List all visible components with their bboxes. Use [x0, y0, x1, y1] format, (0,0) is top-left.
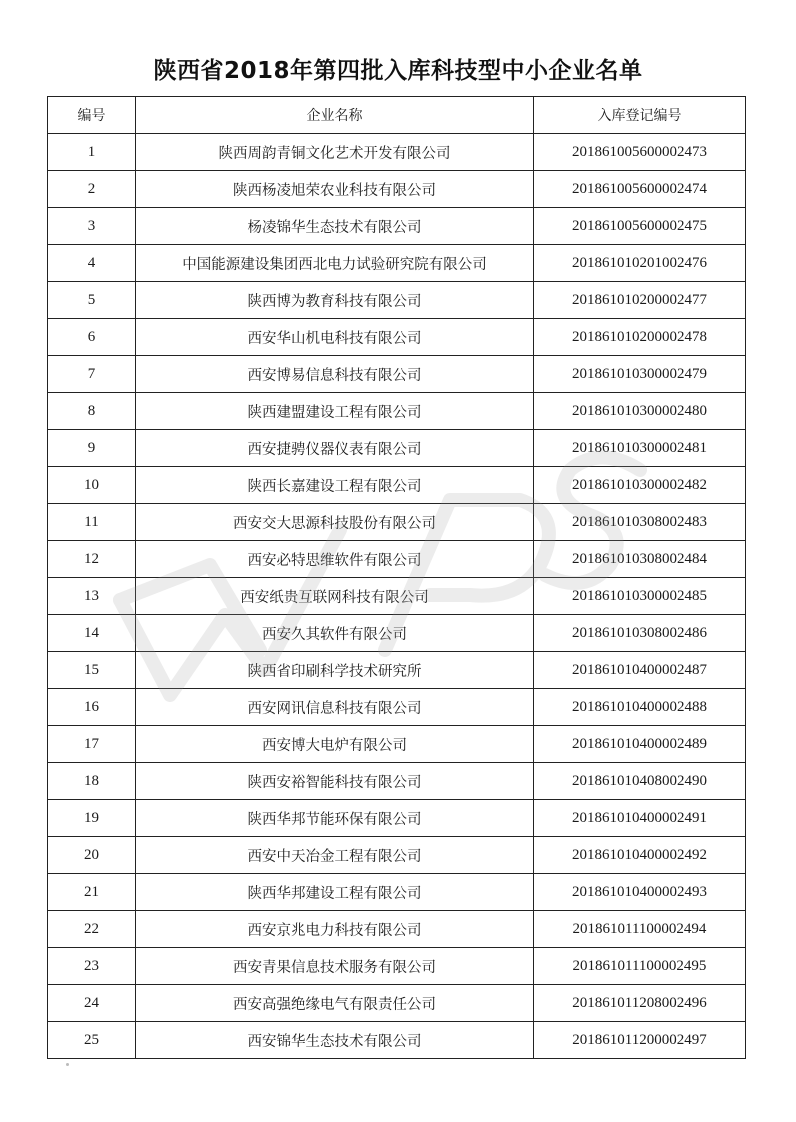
table-header-row [48, 97, 746, 134]
row-number: 6 [48, 319, 136, 356]
row-number: 19 [48, 800, 136, 837]
enterprise-name: 陕西华邦建设工程有限公司 [136, 874, 534, 911]
table-row [48, 763, 746, 800]
registration-code: 201861010308002483 [534, 504, 746, 541]
registration-code: 201861010408002490 [534, 763, 746, 800]
header-registration-code: 入库登记编号 [534, 97, 746, 134]
page-title: 陕西省2018年第四批入库科技型中小企业名单 [153, 58, 643, 84]
registration-code: 201861005600002474 [534, 171, 746, 208]
table-row [48, 800, 746, 837]
registration-code: 201861010400002489 [534, 726, 746, 763]
scan-dot [66, 1063, 69, 1066]
enterprise-name: 西安华山机电科技有限公司 [136, 319, 534, 356]
row-number: 16 [48, 689, 136, 726]
registration-code: 201861005600002473 [534, 134, 746, 171]
header-enterprise-name: 企业名称 [136, 97, 534, 134]
enterprise-name: 陕西杨凌旭荣农业科技有限公司 [136, 171, 534, 208]
table-row [48, 911, 746, 948]
registration-code: 201861011100002495 [534, 948, 746, 985]
registration-code: 201861011208002496 [534, 985, 746, 1022]
enterprise-name: 西安网讯信息科技有限公司 [136, 689, 534, 726]
registration-code: 201861010300002485 [534, 578, 746, 615]
enterprise-name: 陕西周韵青铜文化艺术开发有限公司 [136, 134, 534, 171]
table-row [48, 134, 746, 171]
enterprise-name: 陕西长嘉建设工程有限公司 [136, 467, 534, 504]
row-number: 7 [48, 356, 136, 393]
row-number: 14 [48, 615, 136, 652]
registration-code: 201861010400002487 [534, 652, 746, 689]
header-number: 编号 [48, 97, 136, 134]
table-row [48, 319, 746, 356]
enterprise-name: 西安捷骋仪器仪表有限公司 [136, 430, 534, 467]
row-number: 13 [48, 578, 136, 615]
table-row [48, 985, 746, 1022]
row-number: 9 [48, 430, 136, 467]
enterprise-name: 西安纸贵互联网科技有限公司 [136, 578, 534, 615]
row-number: 24 [48, 985, 136, 1022]
row-number: 8 [48, 393, 136, 430]
registration-code: 201861010300002479 [534, 356, 746, 393]
row-number: 18 [48, 763, 136, 800]
row-number: 1 [48, 134, 136, 171]
enterprise-name: 西安博大电炉有限公司 [136, 726, 534, 763]
row-number: 10 [48, 467, 136, 504]
enterprise-name: 西安锦华生态技术有限公司 [136, 1022, 534, 1059]
row-number: 22 [48, 911, 136, 948]
row-number: 4 [48, 245, 136, 282]
enterprise-name: 西安青果信息技术服务有限公司 [136, 948, 534, 985]
enterprise-table [47, 96, 746, 1059]
enterprise-name: 西安高强绝缘电气有限责任公司 [136, 985, 534, 1022]
row-number: 3 [48, 208, 136, 245]
row-number: 15 [48, 652, 136, 689]
row-number: 20 [48, 837, 136, 874]
registration-code: 201861010308002484 [534, 541, 746, 578]
table-row [48, 467, 746, 504]
enterprise-name: 陕西建盟建设工程有限公司 [136, 393, 534, 430]
row-number: 12 [48, 541, 136, 578]
registration-code: 201861010200002478 [534, 319, 746, 356]
row-number: 25 [48, 1022, 136, 1059]
registration-code: 201861011100002494 [534, 911, 746, 948]
registration-code: 201861010201002476 [534, 245, 746, 282]
table-row [48, 245, 746, 282]
enterprise-name: 西安博易信息科技有限公司 [136, 356, 534, 393]
table-row [48, 282, 746, 319]
table-row [48, 504, 746, 541]
table-row [48, 874, 746, 911]
registration-code: 201861011200002497 [534, 1022, 746, 1059]
row-number: 5 [48, 282, 136, 319]
enterprise-name: 陕西省印刷科学技术研究所 [136, 652, 534, 689]
registration-code: 201861010300002480 [534, 393, 746, 430]
table-row [48, 689, 746, 726]
row-number: 21 [48, 874, 136, 911]
enterprise-name: 中国能源建设集团西北电力试验研究院有限公司 [136, 245, 534, 282]
table-row [48, 578, 746, 615]
table-row [48, 356, 746, 393]
enterprise-name: 杨凌锦华生态技术有限公司 [136, 208, 534, 245]
table-body [48, 134, 746, 1059]
registration-code: 201861010300002481 [534, 430, 746, 467]
enterprise-name: 西安久其软件有限公司 [136, 615, 534, 652]
table-row [48, 393, 746, 430]
registration-code: 201861010400002488 [534, 689, 746, 726]
registration-code: 201861010200002477 [534, 282, 746, 319]
row-number: 11 [48, 504, 136, 541]
enterprise-name: 西安交大思源科技股份有限公司 [136, 504, 534, 541]
registration-code: 201861010400002493 [534, 874, 746, 911]
enterprise-name: 西安必特思维软件有限公司 [136, 541, 534, 578]
table-row [48, 615, 746, 652]
table-row [48, 837, 746, 874]
table-row [48, 726, 746, 763]
table-row [48, 208, 746, 245]
enterprise-name: 陕西博为教育科技有限公司 [136, 282, 534, 319]
registration-code: 201861010308002486 [534, 615, 746, 652]
enterprise-name: 西安中天冶金工程有限公司 [136, 837, 534, 874]
row-number: 2 [48, 171, 136, 208]
table-row [48, 171, 746, 208]
registration-code: 201861010400002491 [534, 800, 746, 837]
table-row [48, 652, 746, 689]
table-row [48, 541, 746, 578]
row-number: 23 [48, 948, 136, 985]
table-row [48, 1022, 746, 1059]
registration-code: 201861005600002475 [534, 208, 746, 245]
enterprise-name: 西安京兆电力科技有限公司 [136, 911, 534, 948]
registration-code: 201861010400002492 [534, 837, 746, 874]
enterprise-name: 陕西安裕智能科技有限公司 [136, 763, 534, 800]
row-number: 17 [48, 726, 136, 763]
enterprise-name: 陕西华邦节能环保有限公司 [136, 800, 534, 837]
table-row [48, 948, 746, 985]
table-row [48, 430, 746, 467]
registration-code: 201861010300002482 [534, 467, 746, 504]
